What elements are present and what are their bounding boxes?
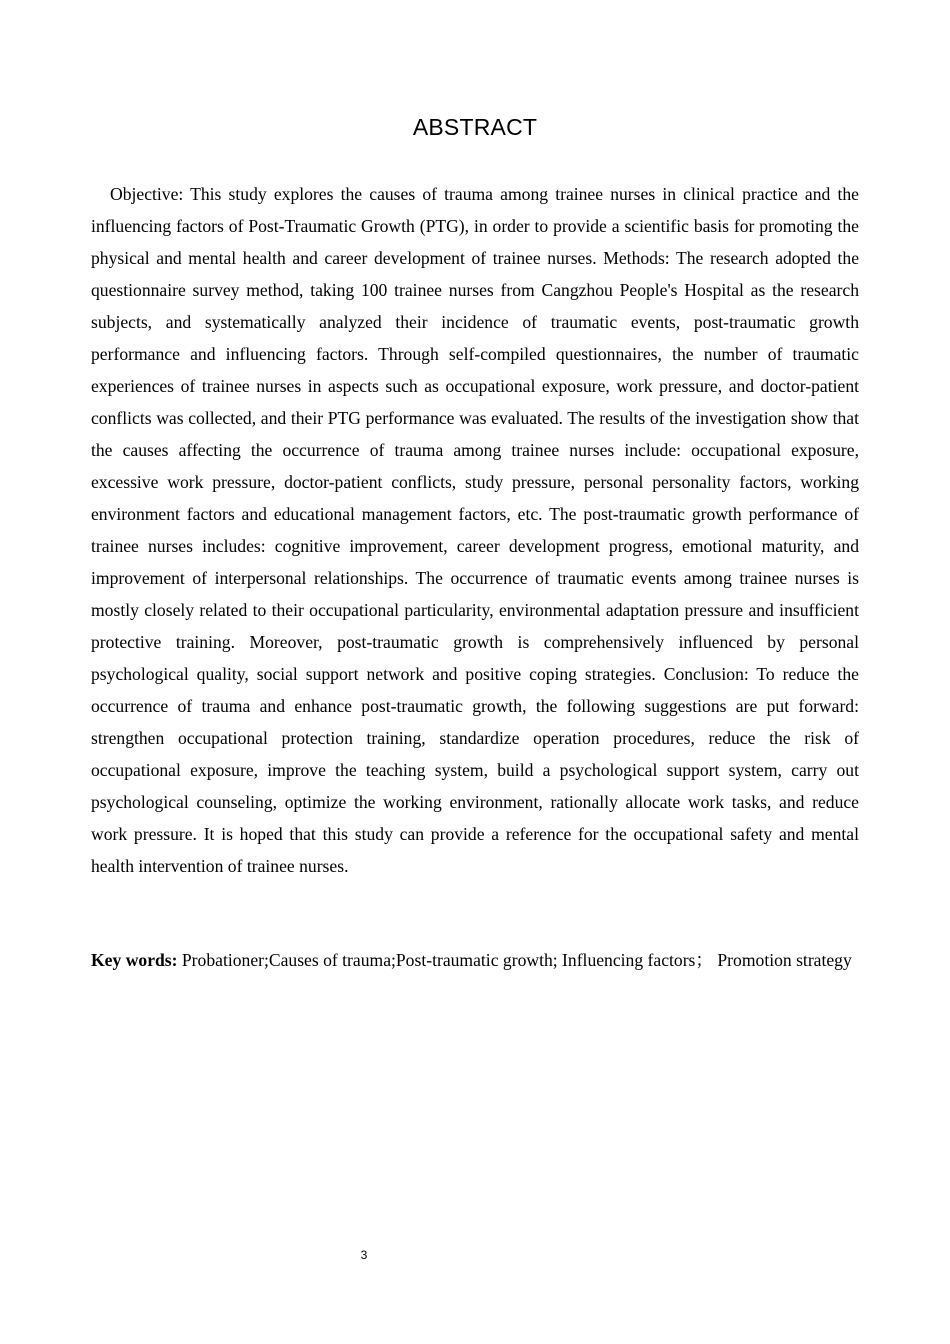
keywords-paragraph — [91, 944, 859, 976]
keywords-label: Key words: — [91, 950, 178, 970]
keywords-text: Probationer;Causes of trauma;Post-traumatic growth; Influencing factors； Promotion strategy — [177, 950, 852, 970]
abstract-body: Objective: This study explores the causes of trauma among trainee nurses in clinical practice and the influencing factors of Post-Traumatic Growth (PTG), in order to provide a scientific basis for promoting the physical and mental health and career development of trainee nurses. Methods: The research adopted the questionnaire survey method, taking 100 trainee nurses from Cangzhou People's Hospital as the research subjects, and systematically analyzed their incidence of traumatic events, post-traumatic growth performance and influencing factors. Through self-compiled questionnaires, the number of traumatic experiences of trainee nurses in aspects such as occupational exposure, work pressure, and doctor-patient conflicts was collected, and their PTG performance was evaluated. The results of the investigation show that the causes affecting the occurrence of trauma among trainee nurses include: occupational exposure, excessive work pressure, doctor-patient conflicts, study pressure, personal personality factors, working environment factors and educational management factors, etc. The post-traumatic growth performance of trainee nurses includes: cognitive improvement, career development progress, emotional maturity, and improvement of interpersonal relationships. The occurrence of traumatic events among trainee nurses is mostly closely related to their occupational particularity, environmental adaptation pressure and insufficient protective training. Moreover, post-traumatic growth is comprehensively influenced by personal psychological quality, social support network and positive coping strategies. Conclusion: To reduce the occurrence of trauma and enhance post-traumatic growth, the following suggestions are put forward: strengthen occupational protection training, standardize operation procedures, reduce the risk of occupational exposure, improve the teaching system, build a psychological support system, carry out psychological counseling, optimize the working environment, rationally allocate work tasks, and reduce work pressure. It is hoped that this study can provide a reference for the occupational safety and mental health intervention of trainee nurses. — [91, 184, 859, 876]
page-number: 3 — [360, 1248, 368, 1262]
abstract-title: ABSTRACT — [412, 114, 538, 140]
